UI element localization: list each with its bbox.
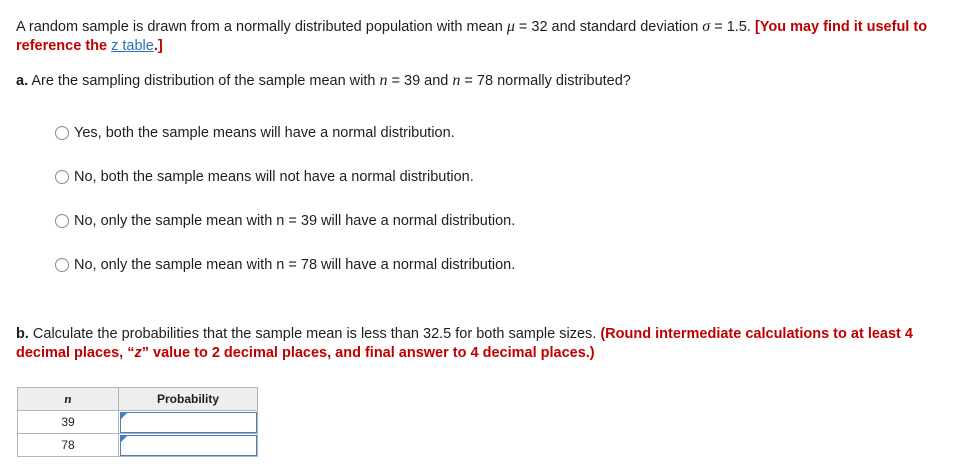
column-header-n: n: [18, 388, 119, 411]
probability-input-39[interactable]: [120, 412, 257, 433]
intro-text: A random sample is drawn from a normally distributed population with mean: [16, 19, 507, 35]
sample-size-cell: 39: [18, 411, 119, 434]
mu-value: = 32 and standard deviation: [514, 19, 703, 35]
problem-intro: [16, 17, 952, 56]
sample-size-cell: 78: [18, 434, 119, 457]
table-header-row: [18, 388, 258, 411]
question-b-label: b.: [16, 326, 29, 342]
mu-symbol: μ: [506, 18, 515, 35]
option-yes-both[interactable]: [55, 123, 455, 143]
column-header-probability: Probability: [119, 388, 258, 411]
probability-cell: [119, 434, 258, 457]
table-row: [18, 434, 258, 457]
question-a: a. Are the sampling distribution of the sample mean with n = 39 and n = 78 normally distributed?: [16, 72, 631, 89]
option-no-both[interactable]: [55, 167, 474, 187]
option-only-78[interactable]: [55, 255, 515, 275]
probability-input-78[interactable]: [120, 435, 257, 456]
option-label: Yes, both the sample means will have a normal distribution.: [74, 125, 455, 141]
question-b: [16, 325, 952, 363]
z-table-link[interactable]: z table: [111, 38, 154, 54]
option-only-39[interactable]: [55, 211, 515, 231]
radio-button[interactable]: [55, 214, 69, 228]
option-label: No, both the sample means will not have a normal distribution.: [74, 169, 474, 185]
radio-button[interactable]: [55, 258, 69, 272]
option-label: No, only the sample mean with n = 39 will have a normal distribution.: [74, 213, 516, 229]
sigma-value: = 1.5.: [710, 19, 755, 35]
hint-text: [You may find it useful to reference the z table.]: [16, 19, 928, 54]
question-a-label: a.: [16, 73, 29, 89]
sigma-symbol: σ: [702, 18, 711, 35]
rounding-instructions: (Round intermediate calculations to at least 4 decimal places, “z” value to 2 decimal places, and final answer to 4 decimal places.): [16, 326, 913, 361]
question-a-text: Are the sampling distribution of the sample mean with: [28, 73, 380, 89]
answer-table: [17, 387, 258, 457]
radio-button[interactable]: [55, 170, 69, 184]
radio-button[interactable]: [55, 126, 69, 140]
table-row: [18, 411, 258, 434]
probability-cell: [119, 411, 258, 434]
option-label: No, only the sample mean with n = 78 will have a normal distribution.: [74, 257, 516, 273]
question-b-text: Calculate the probabilities that the sample mean is less than 32.5 for both sample sizes.: [28, 326, 601, 342]
